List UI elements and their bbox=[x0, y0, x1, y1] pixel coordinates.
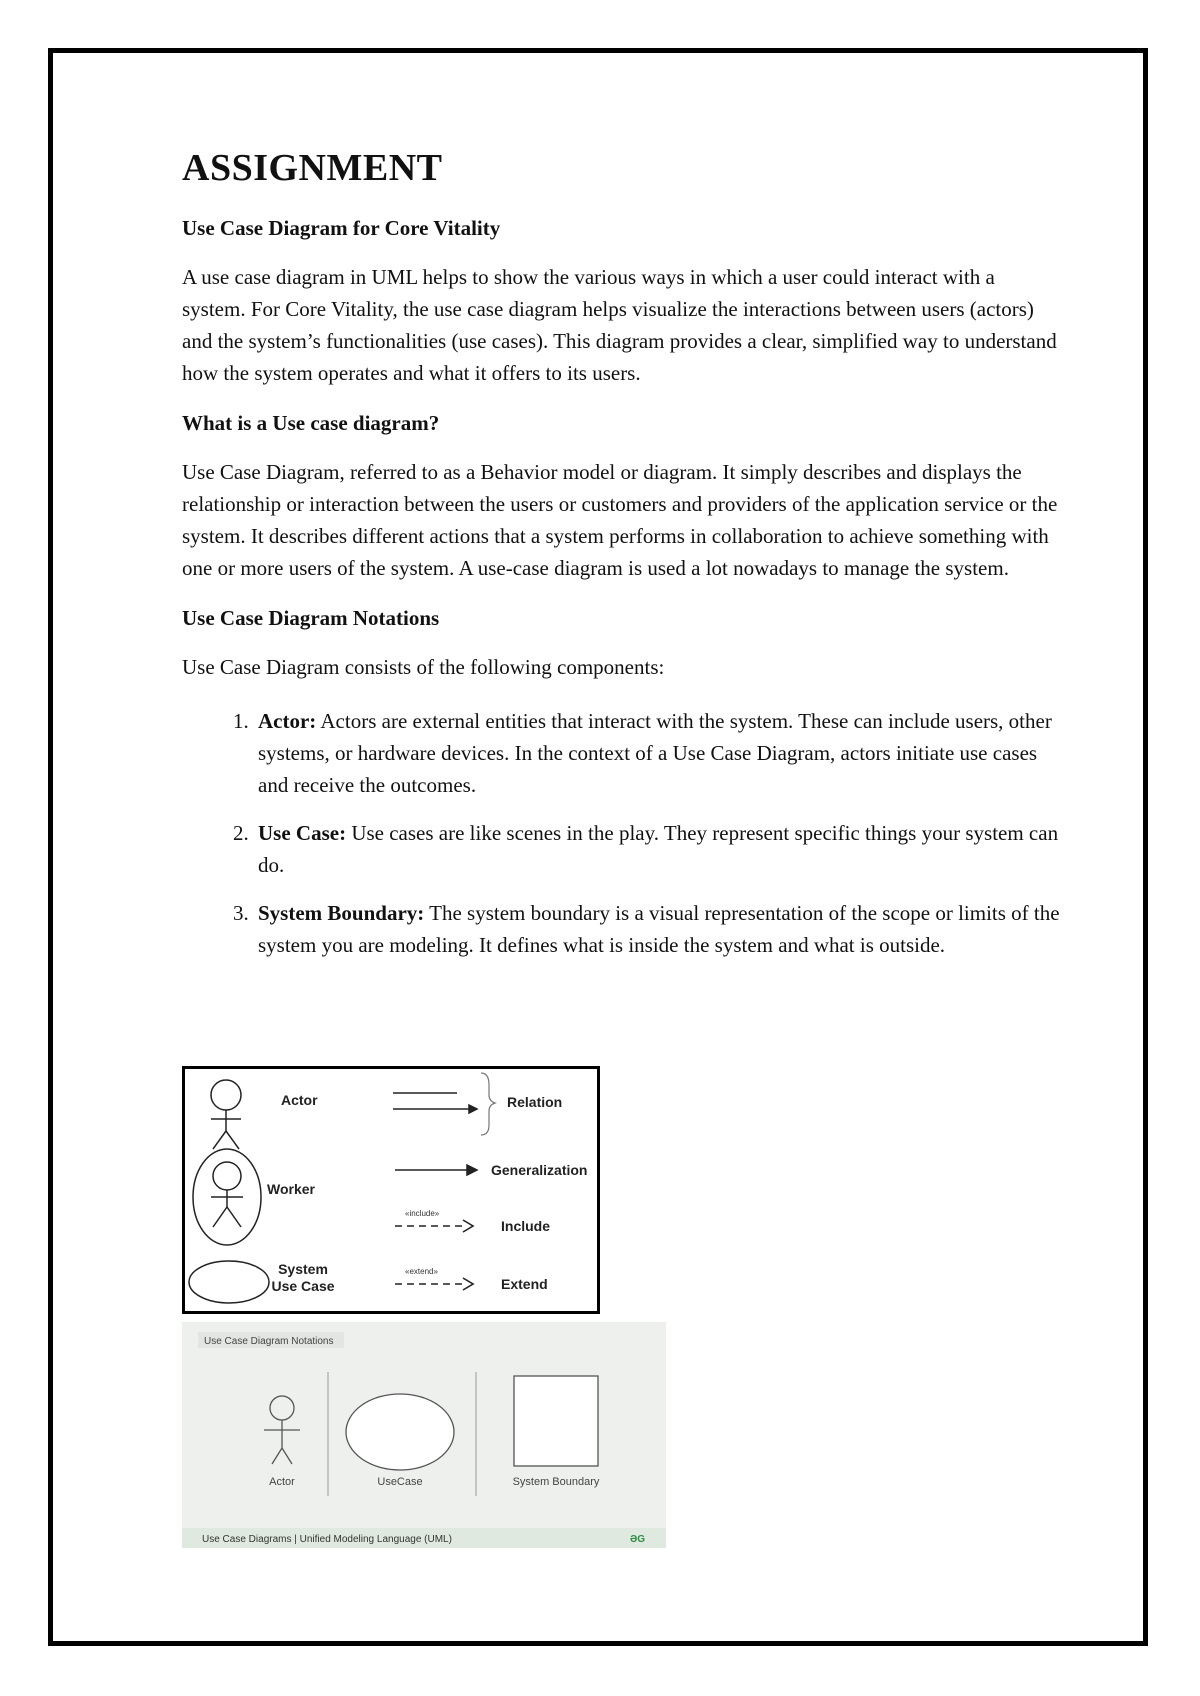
card-usecase-ellipse-icon bbox=[346, 1394, 454, 1470]
card-actor-label: Actor bbox=[269, 1476, 295, 1488]
notations-card-svg bbox=[182, 1322, 666, 1548]
card-system-boundary-label: System Boundary bbox=[512, 1476, 600, 1488]
include-stereotype-label: «include» bbox=[405, 1209, 440, 1218]
legend-system-label: System bbox=[278, 1261, 328, 1277]
heading-use-case-core-vitality: Use Case Diagram for Core Vitality bbox=[182, 216, 501, 240]
card-usecase-label: UseCase bbox=[377, 1476, 423, 1488]
extend-stereotype-label: «extend» bbox=[405, 1267, 438, 1276]
legend-include-label: Include bbox=[501, 1218, 551, 1234]
term-actor: Actor: bbox=[258, 709, 317, 733]
components-intro: Use Case Diagram consists of the following components: bbox=[182, 655, 665, 679]
relation-arrows-icon bbox=[393, 1093, 477, 1113]
worker-stick-figure-icon bbox=[211, 1162, 243, 1227]
legend-extend-label: Extend bbox=[501, 1276, 548, 1292]
heading-notations: Use Case Diagram Notations bbox=[182, 606, 440, 630]
notation-legend-figure bbox=[182, 1066, 600, 1314]
legend-generalization-label: Generalization bbox=[491, 1162, 588, 1178]
list-item-use-case bbox=[254, 817, 1062, 881]
relation-brace-icon bbox=[481, 1073, 495, 1135]
card-system-boundary-rect-icon bbox=[514, 1376, 598, 1466]
desc-use-case: Use cases are like scenes in the play. They represent specific things your system can do. bbox=[258, 821, 1059, 877]
page-title: ASSIGNMENT bbox=[182, 147, 443, 189]
list-item-system-boundary bbox=[254, 897, 1062, 961]
legend-relation-label: Relation bbox=[507, 1094, 563, 1110]
notations-card-figure bbox=[182, 1322, 666, 1548]
desc-actor: Actors are external entities that interact with the system. These can include users, other systems, or hardware devices. In the context of a Use Case Diagram, actors initiate use cases and receive the outcomes. bbox=[258, 709, 1052, 797]
intro-paragraph: A use case diagram in UML helps to show the various ways in which a user could interact with a system. For Core Vitality, the use case diagram helps visualize the interactions between users (actors) and the system’s functionalities (use cases). This diagram provides a clear, simplified way to understand how the system operates and what it offers to its users. bbox=[182, 265, 1057, 385]
legend-worker-label: Worker bbox=[267, 1181, 315, 1197]
gfg-logo-icon: ƏG bbox=[630, 1534, 646, 1545]
legend-actor-label: Actor bbox=[281, 1092, 318, 1108]
actor-stick-figure-icon bbox=[211, 1080, 241, 1149]
card-actor-icon bbox=[264, 1396, 300, 1464]
include-dashed-arrow-icon bbox=[395, 1220, 473, 1232]
legend-use-case-label: Use Case bbox=[271, 1278, 335, 1294]
system-use-case-ellipse-icon bbox=[189, 1261, 269, 1303]
generalization-arrow-icon bbox=[395, 1165, 477, 1175]
document-body bbox=[182, 146, 1062, 977]
components-list bbox=[182, 705, 1062, 961]
heading-what-is-use-case: What is a Use case diagram? bbox=[182, 411, 440, 435]
card-footer-label: Use Case Diagrams | Unified Modeling Language (UML) bbox=[202, 1534, 452, 1545]
definition-paragraph: Use Case Diagram, referred to as a Behavior model or diagram. It simply describes and displays the relationship or interaction between the users or customers and providers of the application service or the system. It describes different actions that a system performs in collaboration to achieve something with one or more users of the system. A use-case diagram is used a lot nowadays to manage the system. bbox=[182, 460, 1058, 580]
extend-dashed-arrow-icon bbox=[395, 1278, 473, 1290]
notation-legend-svg bbox=[185, 1069, 597, 1311]
term-system-boundary: System Boundary: bbox=[258, 901, 425, 925]
term-use-case: Use Case: bbox=[258, 821, 347, 845]
card-header-label: Use Case Diagram Notations bbox=[204, 1336, 334, 1347]
list-item-actor bbox=[254, 705, 1062, 801]
desc-system-boundary: The system boundary is a visual representation of the scope or limits of the system you are modeling. It defines what is inside the system and what is outside. bbox=[258, 901, 1060, 957]
